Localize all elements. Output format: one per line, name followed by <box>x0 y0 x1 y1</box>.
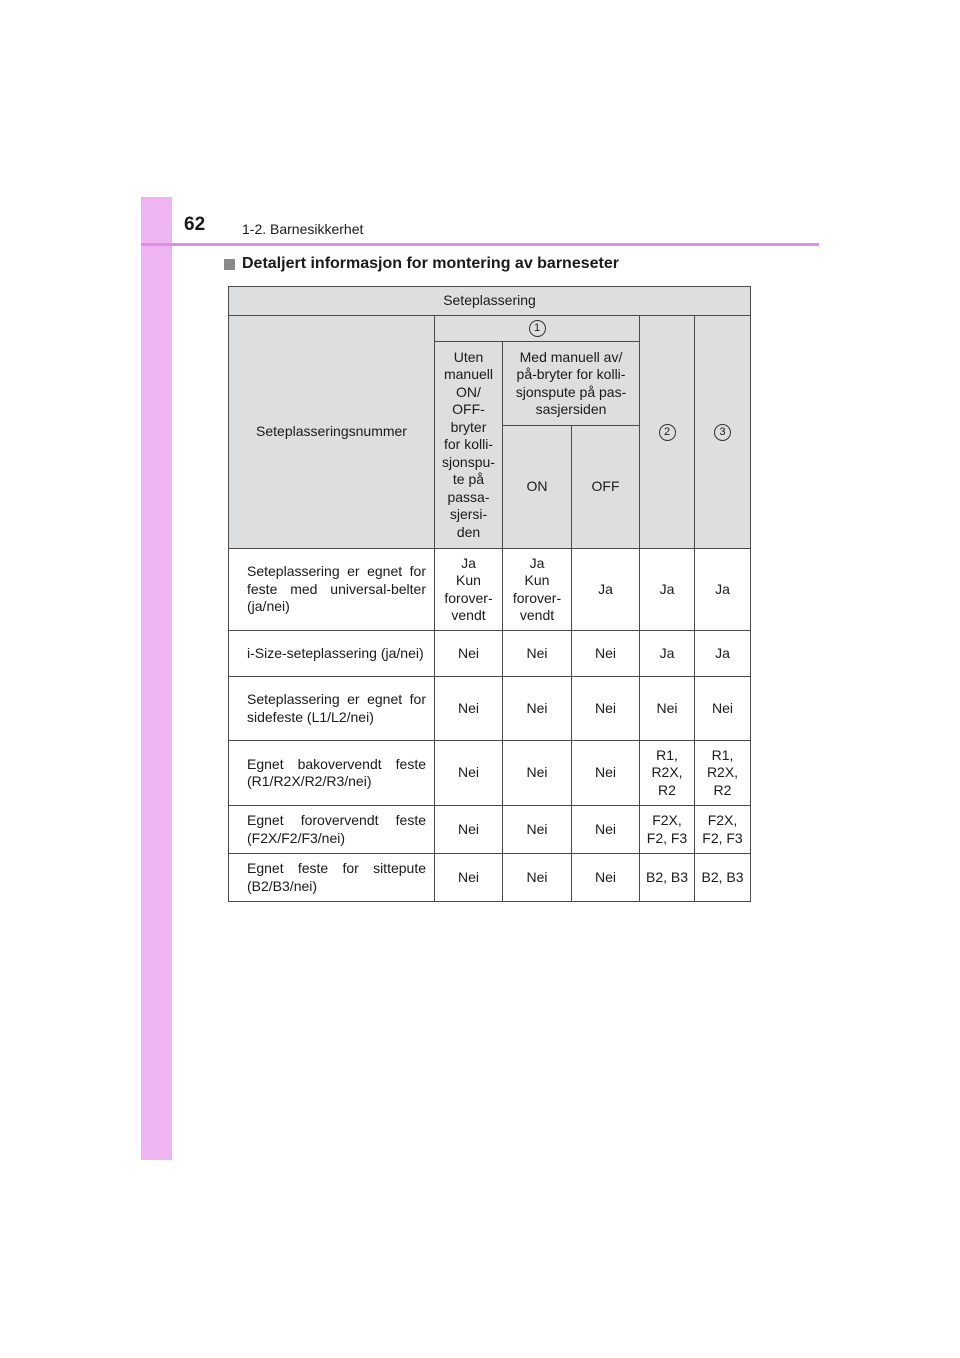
table-cell: F2X, F2, F3 <box>640 806 695 854</box>
square-bullet-icon <box>224 259 235 270</box>
table-cell: Nei <box>503 806 572 854</box>
table-cell: Ja <box>640 631 695 677</box>
table-cell: Nei <box>572 741 640 806</box>
subheader-off: OFF <box>572 426 640 549</box>
table-row <box>229 549 751 631</box>
table-row <box>229 854 751 902</box>
table-cell: Ja <box>640 549 695 631</box>
table-cell: Nei <box>572 854 640 902</box>
table-cell: Ja Kun forover- vendt <box>503 549 572 631</box>
circled-number-2-icon: 2 <box>659 424 676 441</box>
table-cell: Ja Kun forover- vendt <box>435 549 503 631</box>
row-label: Seteplassering er egnet for sidefeste (L1/L2/nei) <box>229 677 435 741</box>
table-cell: Nei <box>435 806 503 854</box>
page-number: 62 <box>184 214 206 235</box>
table-cell: Nei <box>503 631 572 677</box>
table-cell: Nei <box>435 741 503 806</box>
subheader-with-switch: Med manuell av/ på-bryter for kolli- sjonspute på pas- sasjersiden <box>503 342 640 426</box>
chapter-title: 1-2. Barnesikkerhet <box>242 221 364 237</box>
table-cell: B2, B3 <box>695 854 751 902</box>
table-cell: Ja <box>695 631 751 677</box>
table-cell: Nei <box>503 677 572 741</box>
table-cell: F2X, F2, F3 <box>695 806 751 854</box>
header-rule <box>141 243 819 246</box>
table-cell: Nei <box>435 631 503 677</box>
table-row <box>229 806 751 854</box>
row-label: Egnet bakovervendt feste (R1/R2X/R2/R3/nei) <box>229 741 435 806</box>
table-cell: Nei <box>695 677 751 741</box>
table-cell: Nei <box>572 631 640 677</box>
table-cell: Nei <box>503 741 572 806</box>
circled-number-1-icon: 1 <box>529 320 546 337</box>
table-cell: Nei <box>435 854 503 902</box>
section-heading <box>224 255 619 273</box>
table-cell: R1, R2X, R2 <box>640 741 695 806</box>
table-cell: R1, R2X, R2 <box>695 741 751 806</box>
seat-position-table <box>228 286 751 902</box>
table-row <box>229 741 751 806</box>
table-cell: Nei <box>503 854 572 902</box>
section-title: Detaljert informasjon for montering av barneseter <box>242 255 619 272</box>
table-cell: Ja <box>695 549 751 631</box>
column-2 <box>640 316 695 549</box>
table-cell: Nei <box>435 677 503 741</box>
subheader-without-switch: Uten manuell ON/ OFF- bryter for kolli- sjonspu- te på passa- sjersi- den <box>435 342 503 549</box>
table-cell: Nei <box>572 677 640 741</box>
table-row <box>229 677 751 741</box>
row-label: i-Size-seteplassering (ja/nei) <box>229 631 435 677</box>
row-label: Egnet feste for sittepute (B2/B3/nei) <box>229 854 435 902</box>
table-title: Seteplassering <box>229 287 751 316</box>
column-group-1 <box>435 316 640 342</box>
side-tab-bar <box>141 197 172 1160</box>
table-cell: B2, B3 <box>640 854 695 902</box>
row-header-seat-number: Seteplasseringsnummer <box>229 316 435 549</box>
table-cell: Nei <box>640 677 695 741</box>
row-label: Seteplassering er egnet for feste med universal-belter (ja/nei) <box>229 549 435 631</box>
subheader-on: ON <box>503 426 572 549</box>
table-cell: Nei <box>572 806 640 854</box>
table-row <box>229 631 751 677</box>
row-label: Egnet forovervendt feste (F2X/F2/F3/nei) <box>229 806 435 854</box>
column-3 <box>695 316 751 549</box>
circled-number-3-icon: 3 <box>714 424 731 441</box>
table-cell: Ja <box>572 549 640 631</box>
